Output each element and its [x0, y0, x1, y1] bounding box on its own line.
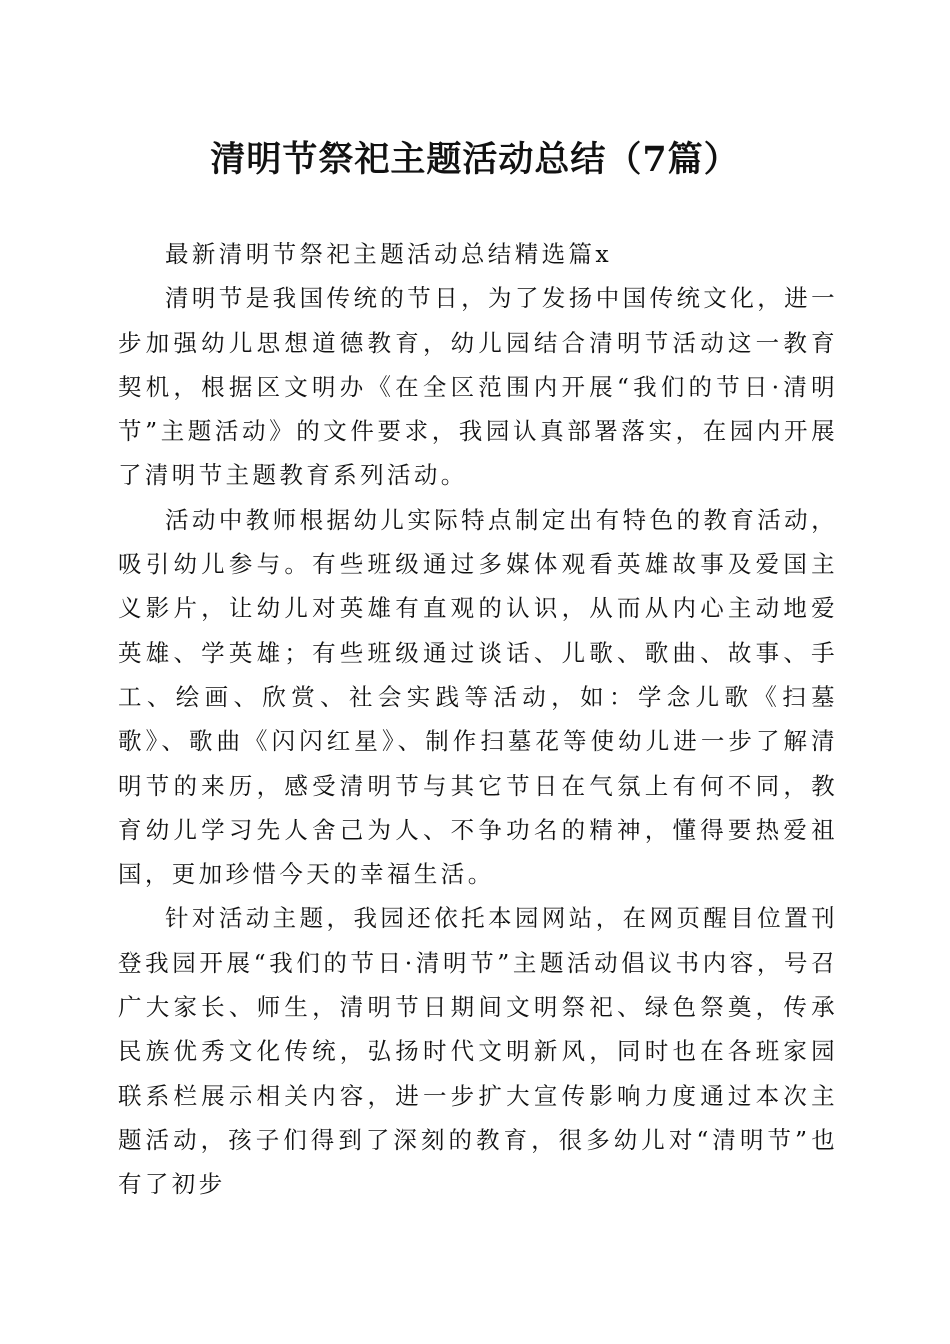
- document-body: [118, 232, 838, 1207]
- document-subtitle: 最新清明节祭祀主题活动总结精选篇x: [165, 240, 613, 268]
- document-title: 清明节祭祀主题活动总结（7篇）: [210, 139, 740, 180]
- paragraph-2: 活动中教师根据幼儿实际特点制定出有特色的教育活动，吸引幼儿参与。有些班级通过多媒体观看英雄故事及爱国主义影片，让幼儿对英雄有直观的认识，从而从内心主动地爱英雄、学英雄；有些班级通过谈话、儿歌、歌曲、故事、手工、绘画、欣赏、社会实践等活动，如：学念儿歌《扫墓歌》、歌曲《闪闪红星》、制作扫墓花等使幼儿进一步了解清明节的来历，感受清明节与其它节日在气氛上有何不同，教育幼儿学习先人舍己为人、不争功名的精神，懂得要热爱祖国，更加珍惜今天的幸福生活。: [118, 505, 838, 889]
- paragraph-3: 针对活动主题，我园还依托本园网站，在网页醒目位置刊登我园开展“我们的节日·清明节”主题活动倡议书内容，号召广大家长、师生，清明节日期间文明祭祀、绿色祭奠，传承民族优秀文化传统，弘扬时代文明新风，同时也在各班家园联系栏展示相关内容，进一步扩大宣传影响力度通过本次主题活动，孩子们得到了深刻的教育，很多幼儿对“清明节”也有了初步: [118, 904, 838, 1199]
- paragraph-1: 清明节是我国传统的节日，为了发扬中国传统文化，进一步加强幼儿思想道德教育，幼儿园结合清明节活动这一教育契机，根据区文明办《在全区范围内开展“我们的节日·清明节”主题活动》的文件要求，我园认真部署落实，在园内开展了清明节主题教育系列活动。: [118, 284, 838, 490]
